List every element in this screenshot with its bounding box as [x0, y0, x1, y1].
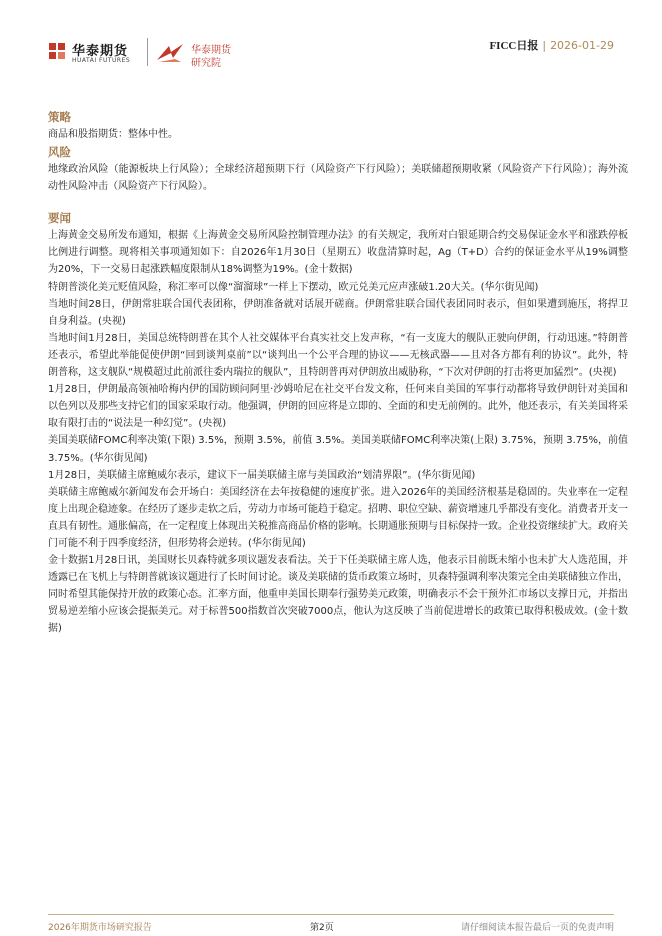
- page-number: 第2页: [310, 923, 334, 933]
- report-footer: [0, 910, 662, 936]
- news-paragraph: 上海黄金交易所发布通知，根据《上海黄金交易所风险控制管理办法》的有关规定，我所对白银延期合约交易保证金水平和涨跌停板比例进行调整。现将相关事项通知如下：自2026年1月30日（星期五）收盘清算时起，Ag（T+D）合约的保证金水平从19%调整为20%，下一交易日起涨跌幅度限制从18%调整为19%。(金十数据): [48, 230, 628, 276]
- news-paragraph: 当地时间28日，伊朗常驻联合国代表团称，伊朗准备就对话展开磋商。伊朗常驻联合国代表团同时表示，但如果遭到施压，将捍卫自身利益。(央视): [48, 298, 628, 327]
- institute-name-line1: 华泰期货: [191, 45, 231, 56]
- report-title: FICC日报: [489, 40, 539, 52]
- news-paragraph: 1月28日，伊朗最高领袖哈梅内伊的国防顾问阿里·沙姆哈尼在社交平台发文称，任何来自美国的军事行动都将导致伊朗针对美国和以色列以及那些支持它们的国家采取行动。他强调，伊朗的回应将是立即的、全面的和史无前例的。此外，他还表示，有关美国将采取有限打击的“说法是一种幻觉”。(央视): [48, 384, 628, 430]
- logo-english-name: HUATAI FUTURES: [72, 57, 131, 64]
- report-body: [48, 108, 628, 638]
- news-paragraph: 1月28日，美联储主席鲍威尔表示，建议下一届美联储主席与美国政治“划清界限”。(华尔街见闻): [48, 469, 476, 481]
- title-separator: |: [542, 39, 547, 52]
- huatai-logo-icon: [48, 41, 68, 63]
- report-date: 2026-01-29: [550, 39, 614, 52]
- footer-divider: [48, 914, 614, 915]
- news-paragraph: 美联储主席鲍威尔新闻发布会开场白：美国经济在去年按稳健的速度扩张。进入2026年的美国经济根基是稳固的。失业率在一定程度上出现企稳迹象。在经历了逐步走软之后，劳动力市场可能趋于稳定。招聘、职位空缺、薪资增速几乎都没有变化。消费者开支一直具有韧性。通胀偏高，在一定程度上体现出关税推高商品价格的影响。长期通胀预期与目标保持一致。企业投资继续扩大。政府关门可能不利于四季度经济，但形势将会逆转。(华尔街见闻): [48, 486, 628, 549]
- footer-report-name: 2026年期货市场研究报告: [48, 923, 152, 933]
- news-paragraph: 金十数据1月28日讯，美国财长贝森特就多项议题发表看法。关于下任美联储主席人选，他表示目前既未缩小也未扩大人选范围，并透露已在飞机上与特朗普就该议题进行了长时间讨论。谈及美联储的货币政策立场时，贝森特强调利率决策完全由美联储独立作出，同时希望其能保持开放的政策心态。汇率方面，他重申美国长期奉行强势美元政策，明确表示不会干预外汇市场以支撑日元，并指出贸易逆差缩小应该会提振美元。对于标普500指数首次突破7000点，他认为这反映了当前促进增长的政策已取得积极成效。(金十数据): [48, 555, 628, 635]
- logo-chinese-name: 华泰期货: [72, 44, 129, 59]
- report-title-date: [489, 37, 614, 53]
- institute-logo-icon: [155, 42, 185, 64]
- strategy-text: 商品和股指期货：整体中性。: [48, 129, 178, 140]
- institute-name-line2: 研究院: [191, 58, 221, 69]
- news-paragraph: 特朗普淡化美元贬值风险，称汇率可以像“溜溜球”一样上下摆动，欧元兑美元应声涨破1.20大关。(华尔街见闻): [48, 281, 539, 293]
- logo-divider: [147, 38, 148, 66]
- news-heading: 要闻: [48, 211, 71, 226]
- news-paragraph: 当地时间1月28日，美国总统特朗普在其个人社交媒体平台真实社交上发声称，“有一支庞大的舰队正驶向伊朗，行动迅速。”特朗普还表示，希望此举能促使伊朗“回到谈判桌前”以“谈判出一个公平合理的协议——无核武器——且对各方都有利的协议”。此外，特朗普称，这支舰队“规模超过此前派往委内瑞拉的舰队”，且特朗普再对伊朗放出威胁称，“下次对伊朗的打击将更加猛烈”。(央视): [48, 332, 628, 379]
- risk-text: 地缘政治风险（能源板块上行风险）；全球经济超预期下行（风险资产下行风险）；美联储超预期收紧（风险资产下行风险）；海外流动性风险冲击（风险资产下行风险）。: [48, 164, 628, 193]
- strategy-heading: 策略: [48, 110, 71, 124]
- news-paragraph: 美国美联储FOMC利率决策(下限) 3.5%，预期 3.5%，前值 3.5%。美国美联储FOMC利率决策(上限) 3.75%，预期 3.75%，前值 3.75%。(华尔街见闻): [48, 435, 628, 464]
- huatai-futures-logo: [48, 38, 140, 68]
- disclaimer-notice: 请仔细阅读本报告最后一页的免责声明: [460, 923, 614, 933]
- research-institute-logo: [155, 38, 245, 68]
- risk-heading: 风险: [48, 145, 71, 160]
- report-header: [0, 0, 662, 80]
